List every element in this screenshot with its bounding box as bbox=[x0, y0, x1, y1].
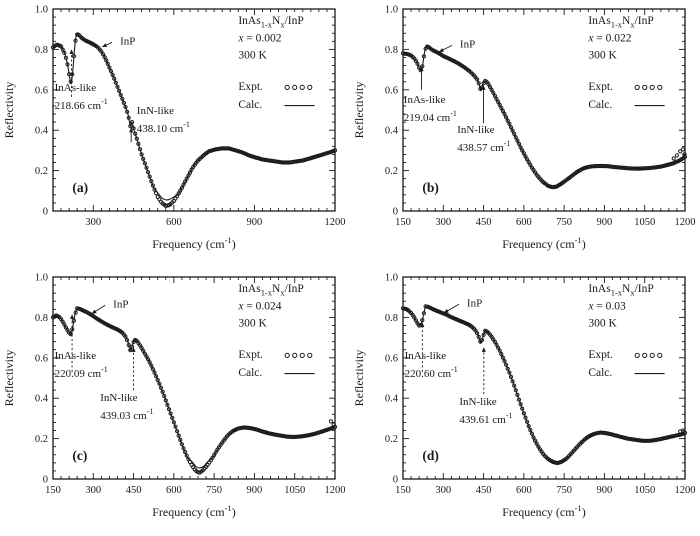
y-tick-label: 1.0 bbox=[384, 4, 398, 16]
y-tick-label: 0.2 bbox=[384, 166, 398, 178]
panel-info-block bbox=[587, 15, 653, 61]
panel-info-block bbox=[587, 283, 653, 329]
x-tick-label: 150 bbox=[395, 217, 411, 228]
annotation-inp bbox=[439, 38, 475, 52]
x-axis-label: Frequency $(cm^{-1})$ bbox=[152, 235, 236, 251]
y-tick-label: 0.4 bbox=[34, 393, 48, 405]
annotation-inas-frequency: 220.60 $cm^{-1}$ bbox=[404, 364, 458, 380]
inn-arrow bbox=[132, 347, 136, 390]
annotation-inas-label: InAs-like bbox=[54, 349, 97, 362]
panel-letter: (b) bbox=[422, 179, 439, 195]
y-tick-label: 0.6 bbox=[34, 85, 48, 97]
inas-arrow bbox=[419, 67, 423, 90]
panel-letter: (a) bbox=[72, 179, 89, 195]
x-tick-label: 750 bbox=[206, 485, 223, 496]
x-axis-label: Frequency $(cm^{-1})$ bbox=[502, 235, 586, 251]
annotation-inn bbox=[457, 85, 510, 154]
x-tick-label: 600 bbox=[165, 485, 182, 496]
subplot-d bbox=[352, 273, 696, 520]
annotation-inas bbox=[55, 49, 108, 111]
annotation-inn-label: InN-like bbox=[100, 392, 138, 405]
annotation-inp-label: InP bbox=[113, 298, 129, 311]
annotation-inn-frequency: 438.10 $cm^{-1}$ bbox=[136, 120, 190, 135]
y-axis-label: Reflectivity bbox=[352, 349, 366, 407]
x-tick-label: 1200 bbox=[674, 485, 696, 496]
x-tick-label: 150 bbox=[395, 485, 411, 496]
panel-letter: (c) bbox=[72, 447, 88, 463]
legend-calc-label: Calc. bbox=[588, 366, 613, 379]
y-tick-label: 0.2 bbox=[384, 434, 398, 446]
annotation-inas bbox=[405, 322, 458, 379]
composition-value: x = 0.024 bbox=[238, 300, 282, 313]
annotation-inp bbox=[92, 298, 129, 314]
temperature-label: 300 K bbox=[588, 317, 617, 330]
y-tick-label: 0.6 bbox=[384, 353, 398, 365]
subplot-c bbox=[2, 273, 346, 520]
annotation-inp-label: InP bbox=[459, 38, 476, 51]
x-tick-label: 900 bbox=[596, 485, 613, 496]
y-axis-label: Reflectivity bbox=[2, 81, 16, 139]
legend-calc-label: Calc. bbox=[238, 366, 263, 379]
inp-arrow bbox=[439, 45, 452, 52]
y-tick-label: 1.0 bbox=[34, 4, 48, 16]
annotation-inas-frequency: 220.09 $cm^{-1}$ bbox=[54, 364, 108, 380]
x-tick-label: 600 bbox=[165, 217, 182, 228]
x-tick-label: 900 bbox=[246, 485, 263, 496]
x-tick-label: 1050 bbox=[284, 485, 306, 496]
y-tick-label: 0.8 bbox=[34, 44, 48, 56]
annotation-inn-frequency: 439.03 $cm^{-1}$ bbox=[100, 407, 154, 423]
annotation-inas-frequency: 219.04 $cm^{-1}$ bbox=[403, 108, 457, 124]
annotation-inp-label: InP bbox=[466, 297, 483, 310]
legend-expt-marker bbox=[635, 353, 662, 357]
legend bbox=[588, 349, 664, 379]
x-tick-label: 450 bbox=[475, 485, 492, 496]
annotation-inas-label: InAs-like bbox=[403, 93, 446, 106]
legend bbox=[238, 81, 314, 111]
legend-expt-label: Expt. bbox=[588, 80, 613, 93]
inn-arrow bbox=[482, 85, 486, 123]
x-tick-label: 300 bbox=[85, 485, 102, 496]
subplot-b bbox=[352, 5, 696, 252]
x-tick-label: 900 bbox=[246, 217, 263, 228]
x-tick-label: 750 bbox=[556, 485, 573, 496]
x-tick-label: 150 bbox=[45, 485, 61, 496]
inp-arrow bbox=[92, 305, 105, 314]
y-tick-label: 0.2 bbox=[34, 434, 48, 446]
y-axis-label: Reflectivity bbox=[352, 81, 366, 139]
y-tick-label: 0 bbox=[42, 474, 48, 486]
x-tick-label: 1050 bbox=[634, 485, 656, 496]
sample-formula: $InAs_{1-x}N_x$/InP bbox=[238, 15, 304, 30]
panel-info-block bbox=[237, 283, 303, 329]
y-tick-label: 0.4 bbox=[384, 393, 398, 405]
y-tick-label: 1.0 bbox=[34, 272, 48, 284]
subplot-a bbox=[2, 5, 346, 252]
annotation-inn-frequency: 439.61 $cm^{-1}$ bbox=[459, 411, 513, 427]
legend-calc-label: Calc. bbox=[238, 98, 263, 111]
inp-arrow bbox=[102, 42, 112, 47]
x-tick-label: 450 bbox=[125, 485, 142, 496]
annotation-inn-label: InN-like bbox=[136, 105, 175, 117]
y-tick-label: 0.6 bbox=[384, 85, 398, 97]
sample-formula: $InAs_{1-x}N_x$/InP bbox=[238, 283, 304, 298]
panel-info-block bbox=[237, 15, 303, 61]
legend-calc-label: Calc. bbox=[588, 98, 613, 111]
y-axis-label: Reflectivity bbox=[2, 349, 16, 407]
x-tick-label: 600 bbox=[515, 485, 532, 496]
annotation-inp bbox=[102, 35, 135, 47]
sample-formula: $InAs_{1-x}N_x$/InP bbox=[588, 15, 654, 30]
calc-curve bbox=[53, 308, 335, 468]
y-tick-label: 0.2 bbox=[34, 166, 48, 178]
annotation-inas-label: InAs-like bbox=[54, 81, 97, 94]
y-tick-label: 0 bbox=[392, 206, 398, 218]
annotation-inn-label: InN-like bbox=[459, 396, 497, 409]
y-tick-label: 1.0 bbox=[384, 272, 398, 284]
annotation-inas-label: InAs-like bbox=[404, 349, 447, 362]
x-axis-label: Frequency $(cm^{-1})$ bbox=[502, 503, 586, 519]
sample-formula: $InAs_{1-x}N_x$/InP bbox=[588, 283, 654, 298]
y-tick-label: 0.6 bbox=[34, 353, 48, 365]
inas-arrow bbox=[420, 322, 424, 371]
x-tick-label: 1200 bbox=[674, 217, 696, 228]
y-tick-label: 0.4 bbox=[34, 125, 48, 137]
legend-expt-label: Expt. bbox=[238, 348, 263, 361]
inn-arrow bbox=[482, 347, 486, 394]
legend bbox=[588, 81, 664, 111]
annotation-inp-label: InP bbox=[120, 35, 136, 48]
y-tick-label: 0.8 bbox=[34, 312, 48, 324]
calc-curve bbox=[53, 34, 335, 200]
temperature-label: 300 K bbox=[238, 49, 267, 62]
x-tick-label: 600 bbox=[515, 217, 532, 228]
legend-expt-marker bbox=[635, 85, 662, 89]
x-tick-label: 1050 bbox=[634, 217, 656, 228]
expt-curve bbox=[51, 307, 336, 475]
annotation-inas bbox=[404, 67, 457, 124]
x-tick-label: 300 bbox=[85, 217, 102, 228]
annotation-inn-frequency: 438.57 $cm^{-1}$ bbox=[457, 139, 511, 155]
temperature-label: 300 K bbox=[238, 317, 267, 330]
composition-value: x = 0.03 bbox=[588, 300, 626, 313]
x-tick-label: 900 bbox=[596, 217, 613, 228]
composition-value: x = 0.022 bbox=[588, 32, 632, 45]
x-tick-label: 1200 bbox=[324, 485, 346, 496]
x-tick-label: 1200 bbox=[324, 217, 346, 228]
x-tick-label: 300 bbox=[435, 485, 452, 496]
legend-expt-label: Expt. bbox=[238, 80, 263, 93]
composition-value: x = 0.002 bbox=[238, 32, 282, 45]
y-tick-label: 0.8 bbox=[384, 312, 398, 324]
y-tick-label: 0 bbox=[392, 474, 398, 486]
x-tick-label: 300 bbox=[435, 217, 452, 228]
x-tick-label: 750 bbox=[556, 217, 573, 228]
annotation-inp bbox=[444, 297, 482, 313]
legend bbox=[238, 349, 314, 379]
y-tick-label: 0 bbox=[42, 206, 48, 218]
panel-letter: (d) bbox=[422, 447, 439, 463]
legend-expt-label: Expt. bbox=[588, 348, 613, 361]
annotation-inn bbox=[129, 105, 190, 142]
legend-expt-marker bbox=[285, 85, 312, 89]
x-tick-label: 450 bbox=[475, 217, 492, 228]
expt-curve bbox=[51, 33, 336, 208]
y-tick-label: 0.8 bbox=[384, 44, 398, 56]
x-axis-label: Frequency $(cm^{-1})$ bbox=[152, 503, 236, 519]
annotation-inas-frequency: 218.66 $cm^{-1}$ bbox=[54, 96, 108, 112]
inp-arrow bbox=[444, 304, 459, 313]
legend-expt-marker bbox=[285, 353, 312, 357]
annotation-inn-label: InN-like bbox=[457, 124, 495, 137]
y-tick-label: 0.4 bbox=[384, 125, 398, 137]
temperature-label: 300 K bbox=[588, 49, 617, 62]
annotation-inn bbox=[100, 347, 153, 422]
